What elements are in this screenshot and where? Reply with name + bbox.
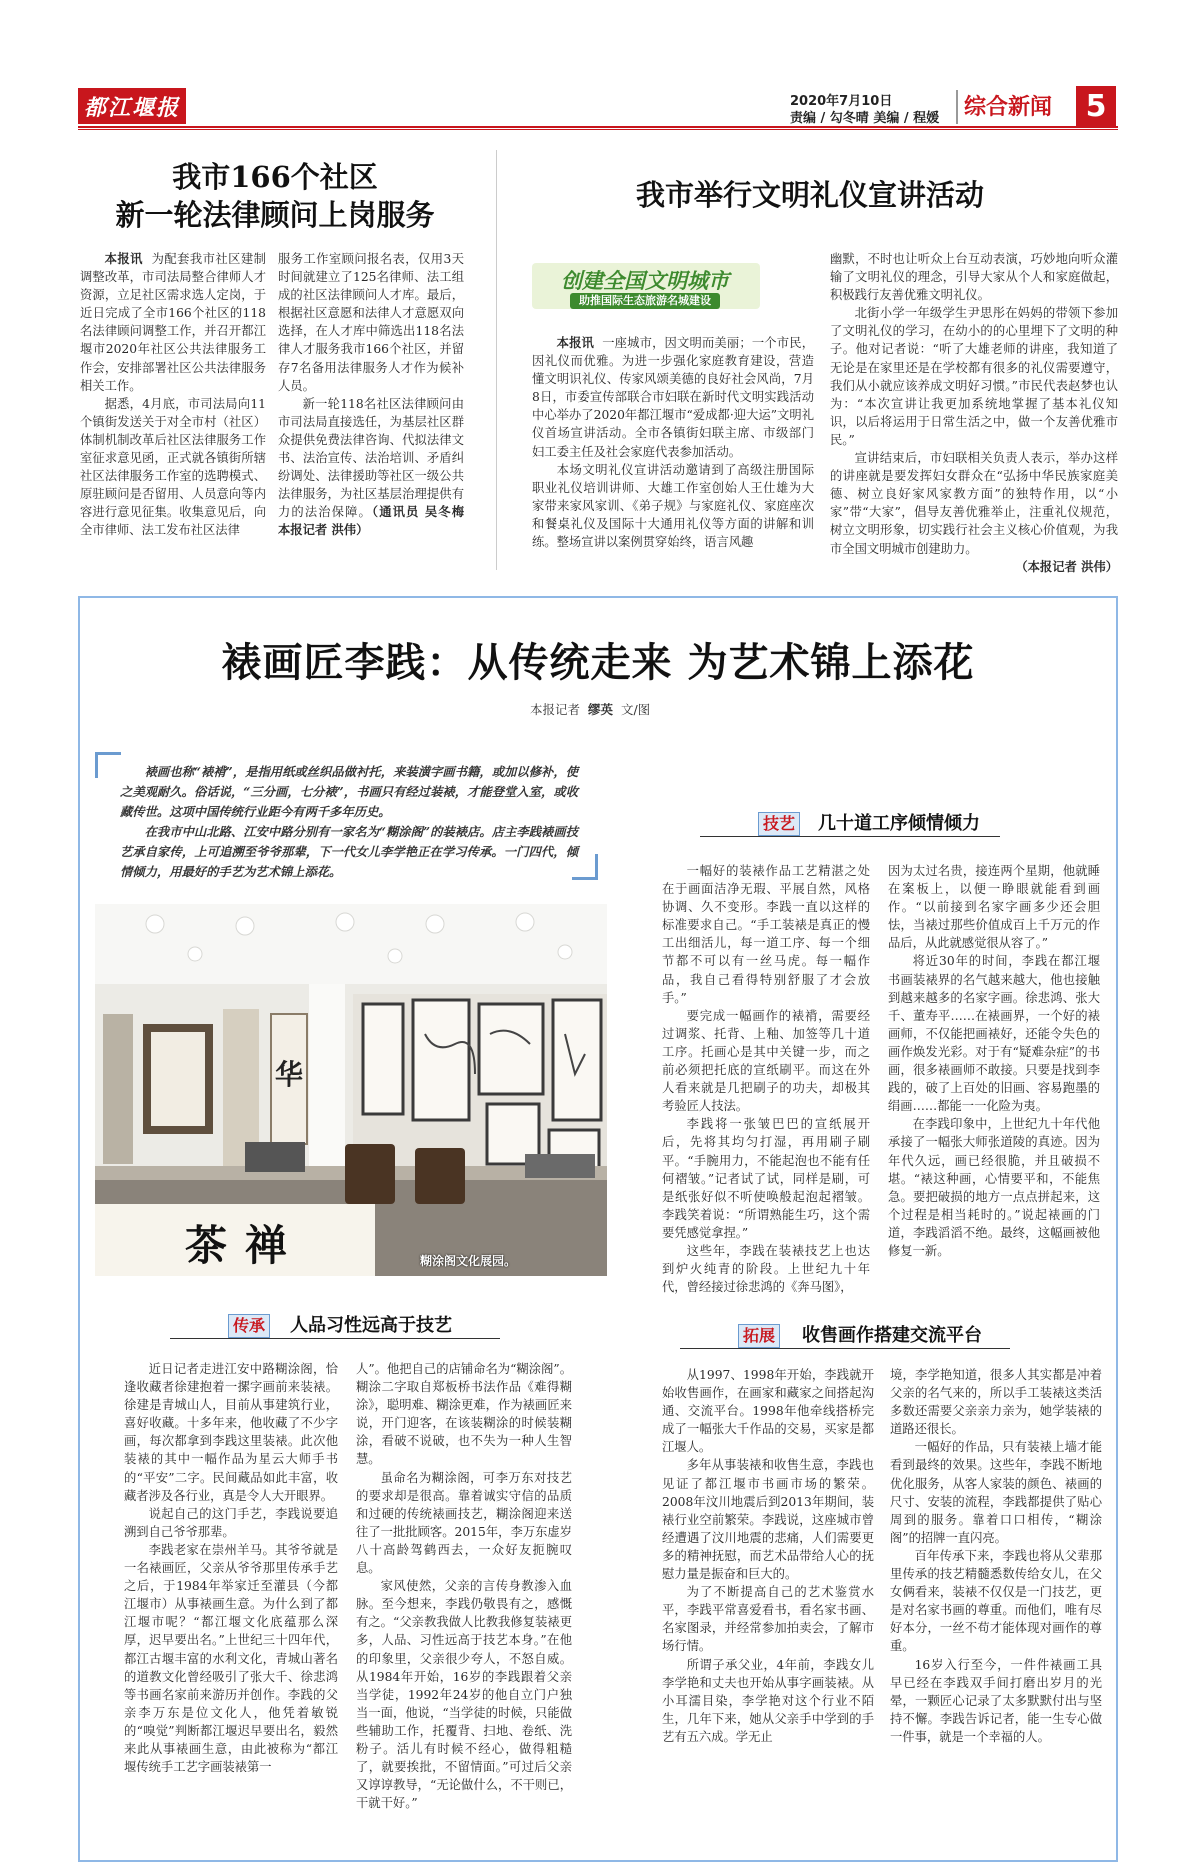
photo-calligraphy-left: 华	[274, 1058, 304, 1091]
masthead-rule-thin	[78, 129, 1118, 130]
sec1-tag: 技艺	[758, 812, 800, 836]
article2-para-2: 本场文明礼仪宣讲活动邀请到了高级注册国际职业礼仪培训讲师、大雄工作室创始人王仕雄为大家带来家风家训、《弟子规》与家庭礼仪、家庭座次和餐桌礼仪及国际十大通用礼仪等方面的讲解和训练。整场宣讲以案例贯穿始终，语言风趣	[532, 462, 814, 550]
sec2-para-3: 李践老家在崇州羊马。其爷爷就是一名裱画匠，父亲从爷爷那里传承手艺之后，于1984年举家迁至灌县（今都江堰市）从事裱画生意。为什么到了都江堰市呢？“都江堰文化底蕴那么深厚，迟早要出名。”上世纪三十四年代，都江古堰丰富的水利文化，青城山著名的道教文化曾经吸引了张大千、徐悲鸿等书画名家前来游历并创作。李践的父亲李万东是位文化人，他凭着敏锐的“嗅觉”判断都江堰迟早要出名，毅然来此从事裱画生意，由此被称为“都江堰传统手工艺字画装裱第一	[124, 1542, 338, 1775]
article1-column-2	[278, 250, 464, 566]
issue-date: 2020年7月10日	[790, 94, 893, 109]
sec1-para-3: 李践将一张皱巴巴的宣纸展开后，先将其均匀打湿，再用刷子刷平。“手腕用力，不能起泡也不能有任何褶皱。”记者试了试，同样是刷，可是纸张好似不听使唤般起泡起褶皱。李践笑着说：“所谓熟能生巧，这个需要凭感觉拿捏。”	[662, 1117, 870, 1240]
sec3-column-1	[662, 1366, 874, 1838]
feature-byline-prefix: 本报记者	[530, 702, 581, 717]
masthead-rule	[78, 126, 1118, 128]
sec1-column-1	[662, 862, 870, 1295]
banner-slogan: 助推国际生态旅游名城建设	[570, 293, 720, 309]
sec3-tag: 拓展	[738, 1324, 780, 1348]
intro-bracket-top-left	[95, 752, 121, 778]
sec1-para-2: 要完成一幅画作的裱褙，需要经过调浆、托背、上釉、加签等几十道工序。托画心是其中关键一步，而之前必须把托底的宣纸刷平。而这在外人看来就是几把刷子的功夫，却极其考验匠人技法。	[662, 1008, 870, 1114]
sec2-para-5: 虽命名为糊涂阁，可李万东对技艺的要求却是很高。靠着诚实守信的品质和过硬的传统裱画技艺，糊涂阁迎来送往了一批批顾客。2015年，李万东虚岁八十高龄驾鹤西去，一众好友扼腕叹息。	[356, 1470, 572, 1576]
sec2-para-2: 说起自己的这门手艺，李践说要追溯到自己爷爷那辈。	[124, 1506, 338, 1539]
article1-para-4-text: 新一轮118名社区法律顾问由市司法局直接选任，为基层社区群众提供免费法律咨询、代拟法律文书、法治宣传、法治培训、矛盾纠纷调处、法律援助等社区一级公共法律服务，为社区基层治理提供有力的法治保障。	[278, 396, 464, 520]
sec2-para-6: 家风使然，父亲的言传身教渗入血脉。至今想来，李践仍敬畏有之，感慨有之。“父亲教我做人比教我修复装裱更多，人品、习性远高于技艺本身。”在他的印象里，父亲很少夸人，不怒自威。从1984年开始，16岁的李践跟着父亲当学徒，1992年24岁的他自立门户独当一面，他说，“当学徒的时候，只能做些辅助工作，托覆背、扫地、卷纸、洗粉子。活儿有时候不经心，做得粗糙了，就要挨批，不留情面。”可过后父亲又谆谆教导，“无论做什么，不干则已，干就干好。”	[356, 1579, 572, 1811]
sec3-para-8: 16岁入行至今，一件件裱画工具早已经在李践双手间打磨出岁月的光晕，一颗匠心记录了太多默默付出与坚持不懈。李践告诉记者，能一生专心做一件事，就是一个幸福的人。	[890, 1657, 1102, 1744]
feature-intro	[120, 762, 578, 882]
column-divider	[496, 150, 497, 570]
sec1-para-1: 一幅好的装裱作品工艺精湛之处在于画面洁净无瑕、平展自然，风格协调、久不变形。李践一直以这样的标准要求自己。“手工装裱是真正的慢工出细活儿，每一道工序、每一个细节都不可以有一丝马虎。每一幅作品，我自己看得特别舒服了才会放手。”	[662, 864, 870, 1005]
article2-title[interactable]: 我市举行文明礼仪宣讲活动	[635, 178, 984, 212]
article1-title-line2: 新一轮法律顾问上岗服务	[115, 198, 435, 232]
sec3-para-7: 百年传承下来，李践也将从父辈那里传承的技艺精髓悉数传给女儿，在父女俩看来，装裱不仅仅是一门技艺，更是对名家书画的尊重。而他们，唯有尽好本分，一丝不苟才能体现对画作的尊重。	[890, 1548, 1102, 1654]
feature-intro-para-2: 在我市中山北路、江安中路分别有一家名为“糊涂阁”的装裱店。店主李践裱画技艺承自家传，上可追溯至爷爷那辈，下一代女儿李学艳正在学习传承。一门四代，倾情倾力，用最好的手艺为艺术锦上添花。	[120, 824, 578, 879]
sec1-rule	[700, 836, 1000, 837]
feature-byline-name: 缪英	[587, 702, 613, 717]
banner-headline: 创建全国文明城市	[561, 269, 729, 293]
article1-para-1: 为配套我市社区建制调整改革，市司法局整合律师人才资源，立足社区需求选人定岗，于近日完成了全市166个社区的118名法律顾问调整工作，并召开都江堰市2020年社区公共法律服务工作会，安排部署社区公共法律服务相关工作。	[80, 252, 266, 393]
article1-title[interactable]	[80, 158, 470, 234]
sec2-heading[interactable]: 人品习性远高于技艺	[290, 1315, 452, 1336]
sec3-rule	[680, 1348, 1010, 1349]
article1-para-2: 据悉，4月底，市司法局向11个镇街发送关于对全市村（社区）体制机制改革后社区法律服务工作室征求意见函，正式就各镇街所辖社区法律服务工作室的选聘模式、原驻顾问是否留用、人员意向等内容进行意见征集。收集意见后，向全市律师、法工发布社区法律	[80, 396, 266, 538]
sec1-para-7: 在李践印象中，上世纪九十年代他承接了一幅张大师张道陵的真迹。因为年代久远，画已经很脆，并且破损不堪。“裱这种画，心情要平和，不能焦急。要把破损的地方一点点拼起来，这个过程是相当耗时的。”说起裱画的门道，李践滔滔不绝。最终，这幅画被他修复一新。	[888, 1117, 1100, 1258]
sec1-para-5: 因为太过名贵，接连两个星期，他就睡在案板上，以便一睁眼就能看到画作。“以前接到名家字画多少还会胆怯，当裱过那些价值成百上千万元的作品后，从此就感觉很从容了。”	[888, 864, 1100, 951]
masthead-divider	[956, 90, 958, 124]
sec2-para-4: 人”。他把自己的店铺命名为“糊涂阁”。糊涂二字取自郑板桥书法作品《难得糊涂》，聪明难、糊涂更难，作为裱画匠来说，开门迎客，在该装糊涂的时候装糊涂，看破不说破，也不失为一种人生智慧。	[356, 1362, 572, 1467]
editor-credits: 责编 / 勾冬晴 美编 / 程媛	[790, 111, 940, 126]
article2-para-1: 一座城市，因文明而美丽；一个市民，因礼仪而优雅。为进一步强化家庭教育建设，营造懂文明识礼仪、传家风颂美德的良好社会风尚，7月8日，市委宣传部联合市妇联在新时代文明实践活动中心举办了2020年都江堰市“爱成都·迎大运”文明礼仪首场宣讲活动。全市各镇街妇联主席、市级部门妇工委主任及社会家庭代表参加活动。	[532, 336, 814, 459]
sec1-para-4: 这些年，李践在装裱技艺上也达到炉火纯青的阶段。上世纪九十年代，曾经接过徐悲鸿的《奔马图》，	[662, 1243, 870, 1295]
sec1-column-2	[888, 862, 1100, 1286]
article2-lead: 本报讯	[556, 336, 595, 350]
sec3-para-1: 从1997、1998年开始，李践就开始收售画作，在画家和藏家之间搭起沟通、交流平台。1998年他牵线搭桥完成了一幅张大千作品的交易，买家是都江堰人。	[662, 1368, 874, 1455]
photo-caption: 糊涂阁文化展园。	[420, 1254, 517, 1268]
article1-lead: 本报讯	[104, 252, 143, 266]
sec3-para-4: 所谓子承父业，4年前，李践女儿李学艳和丈夫也开始从事字画装裱。从小耳濡目染，李学艳对这个行业不陌生，几年下来，她从父亲手中学到的手艺有五六成。学无止	[662, 1657, 874, 1744]
article1-column-1	[80, 250, 266, 566]
feature-intro-para-1: 裱画也称“裱褙”，是指用纸或丝织品做衬托，来装潢字画书籍，或加以修补，使之美观耐久。俗话说，“三分画，七分裱”，书画只有经过装裱，才能登堂入室，或收藏传世。这项中国传统行业距今有两千多年历史。	[120, 764, 578, 819]
article1-title-line1: 我市166个社区	[172, 160, 378, 194]
feature-byline	[530, 700, 650, 718]
sec2-column-1	[124, 1360, 338, 1836]
article2-column-2	[830, 250, 1118, 574]
article2-byline: （本报记者 洪伟）	[1015, 559, 1118, 574]
sec2-para-1: 近日记者走进江安中路糊涂阁，恰逢收藏者徐建抱着一摞字画前来装裱。徐建是青城山人，目前从事建筑行业，喜好收藏。十多年来，他收藏了不少字画，每次都拿到李践这里装裱。此次他装裱的其中一幅作品为星云大师手书的“平安”二字。民间藏品如此丰富，收藏者涉及各行业，真是令人大开眼界。	[124, 1362, 338, 1503]
article1-byline: （通讯员 吴冬梅 本报记者 洪伟）	[278, 505, 464, 538]
sec3-para-5: 境，李学艳知道，很多人其实都是冲着父亲的名气来的，所以手工装裱这类活多数还需要父亲亲力亲为，她学装裱的道路还很长。	[890, 1368, 1102, 1437]
sec3-column-2	[890, 1366, 1102, 1838]
page-number: 5	[1076, 86, 1116, 126]
sec3-para-6: 一幅好的作品，只有装裱上墙才能看到最终的效果。这些年，李践不断地优化服务，从客人家装的颜色、裱画的尺寸、安装的流程，李践都提供了贴心周到的服务。靠着口口相传，“糊涂阁”的招牌一直闪亮。	[890, 1440, 1102, 1545]
feature-title[interactable]: 裱画匠李践：从传统走来 为艺术锦上添花	[221, 639, 975, 686]
article2-column-1	[532, 334, 814, 566]
sec1-para-6: 将近30年的时间，李践在都江堰书画装裱界的名气越来越大，他也接触到越来越多的名家字画。徐悲鸿、张大千、董寿平……在裱画界，一个好的裱画师，不仅能把画裱好，还能令失色的画作焕发光彩。对于有“疑难杂症”的书画，很多裱画师不敢接。只要是找到李践的，破了上百处的旧画、容易跑墨的绢画……都能一一化险为夷。	[888, 954, 1100, 1114]
newspaper-logo: 都江堰报	[78, 88, 186, 124]
shop-interior-illustration	[95, 904, 607, 1276]
article1-para-3: 服务工作室顾问报名表，仅用3天时间就建立了125名律师、法工组成的社区法律顾问人才库。最后，根据社区意愿和法律人才意愿双向选择，在人才库中筛选出118名法律人才服务我市166个社区，并留存7名备用法律服务人才作为候补人员。	[278, 252, 464, 393]
photo-calligraphy-bottom: 茶禅	[184, 1221, 306, 1270]
sec1-heading[interactable]: 几十道工序倾情倾力	[818, 813, 980, 834]
sec3-para-3: 为了不断提高自己的艺术鉴赏水平，李践平常喜爱看书，看名家书画、名家图录，并经常参加拍卖会，了解市场行情。	[662, 1585, 874, 1654]
sec3-para-2: 多年从事装裱和收售生意，李践也见证了都江堰市书画市场的繁荣。2008年汶川地震后到2013年期间，装裱行业空前繁荣。李践说，这座城市曾经遭遇了汶川地震的悲痛，人们需要更多的精神抚慰，而艺术品带给人心的抚慰力量是振奋和巨大的。	[662, 1458, 874, 1582]
article2-para-5: 宣讲结束后，市妇联相关负责人表示，举办这样的讲座就是要发挥妇女群众在“弘扬中华民族家庭美德、树立良好家风家教方面”的独特作用，以“小家”带“大家”，倡导友善优雅举止，注重礼仪规范，树立文明形象，切实践行社会主义核心价值观，为我市全国文明城市创建助力。	[830, 451, 1118, 556]
sec2-rule	[170, 1338, 500, 1339]
article1-para-4	[278, 395, 464, 540]
sec2-column-2	[356, 1360, 572, 1836]
article2-para-4: 北街小学一年级学生尹思彤在妈妈的带领下参加了文明礼仪的学习，在幼小的的心里埋下了文明的种子。他对记者说：“听了大雄老师的讲座，我知道了无论是在家里还是在学校都有很多的礼仪需要遵守，我们从小就应该养成文明好习惯。”市民代表赵梦也认为：“本次宣讲让我更加系统地掌握了基本礼仪知识，以后将运用于日常生活之中，做一个友善优雅市民。”	[830, 306, 1118, 447]
sec2-tag: 传承	[228, 1314, 270, 1338]
section-name: 综合新闻	[964, 95, 1053, 120]
article2-para-3: 幽默，不时也让听众上台互动表演，巧妙地向听众灌输了文明礼仪的理念，引导大家从个人和家庭做起，积极践行友善优雅文明礼仪。	[830, 252, 1118, 303]
feature-photo	[95, 904, 607, 1276]
sec3-heading[interactable]: 收售画作搭建交流平台	[802, 1325, 982, 1346]
feature-byline-suffix: 文/图	[620, 702, 651, 717]
